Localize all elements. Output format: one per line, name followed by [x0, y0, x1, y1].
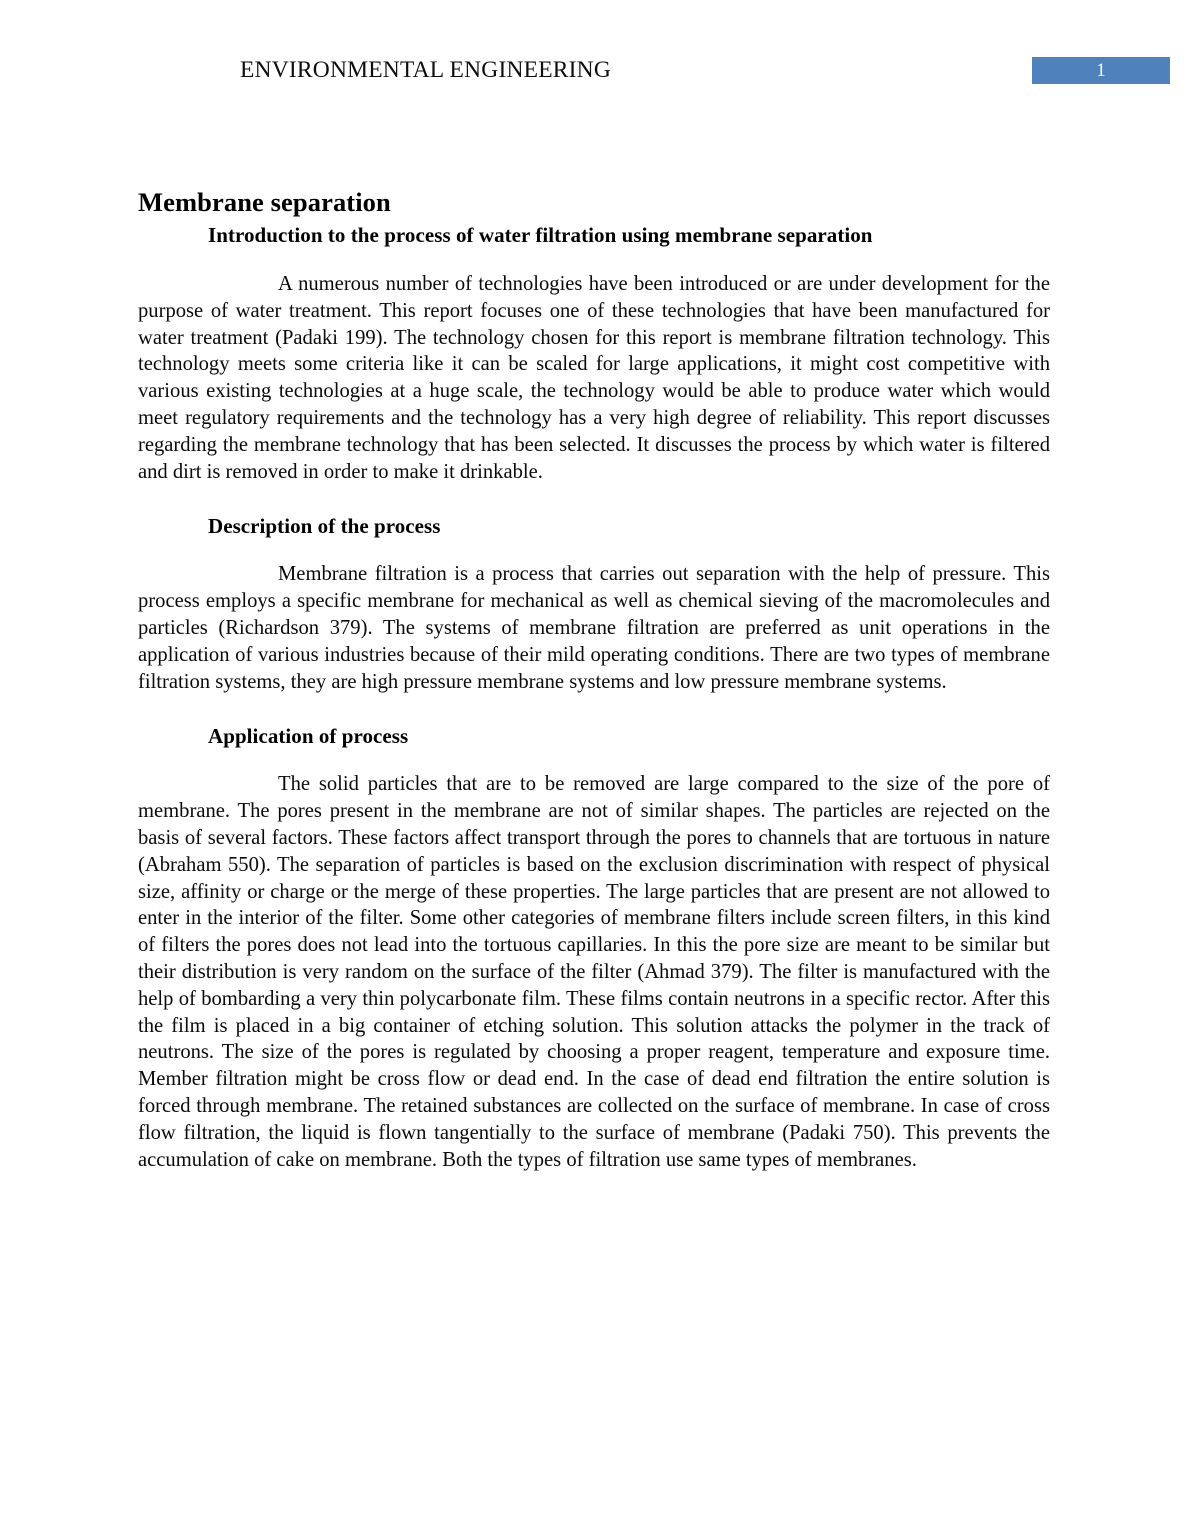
spacer: [138, 541, 1050, 561]
document-body: [138, 186, 1050, 1173]
section-heading-application: Application of process: [208, 724, 409, 749]
page-number-value: 1: [1096, 60, 1106, 81]
page-title: Membrane separation: [138, 187, 391, 217]
section-paragraph-description: Membrane filtration is a process that carries out separation with the help of pressure. This process employs a specific membrane for mechanical as well as chemical sieving of the macromolecules and particles (Richardson 379). The systems of membrane filtration are preferred as unit operations in the application of various industries because of their mild operating conditions. There are two types of membrane filtration systems, they are high pressure membrane systems and low pressure membrane systems.: [138, 563, 1050, 693]
document-subtitle: Introduction to the process of water filtration using membrane separation: [208, 223, 873, 247]
running-header-title: ENVIRONMENTAL ENGINEERING: [240, 57, 612, 83]
page-number-badge: [1032, 57, 1170, 84]
spacer: [138, 751, 1050, 771]
section-heading-description: Description of the process: [208, 514, 441, 539]
page-header: [0, 0, 1190, 120]
spacer: [138, 251, 1050, 271]
intro-paragraph: A numerous number of technologies have been introduced or are under development for the purpose of water treatment. This report focuses one of these technologies that have been manufactured for water treatment (Padaki 199). The technology chosen for this report is membrane filtration technology. This technology meets some criteria like it can be scaled for large applications, it might cost competitive with various existing technologies at a huge scale, the technology would be able to produce water which would meet regulatory requirements and the technology has a very high degree of reliability. This report discusses regarding the membrane technology that has been selected. It discusses the process by which water is filtered and dirt is removed in order to make it drinkable.: [138, 273, 1050, 483]
section-paragraph-application: The solid particles that are to be removed are large compared to the size of the pore of membrane. The pores present in the membrane are not of similar shapes. The particles are rejected on the basis of several factors. These factors affect transport through the pores to channels that are tortuous in nature (Abraham 550). The separation of particles is based on the exclusion discrimination with respect of physical size, affinity or charge or the merge of these properties. The large particles that are present are not allowed to enter in the interior of the filter. Some other categories of membrane filters include screen filters, in this kind of filters the pores does not lead into the tortuous capillaries. In this the pore size are meant to be similar but their distribution is very random on the surface of the filter (Ahmad 379). The filter is manufactured with the help of bombarding a very thin polycarbonate film. These films contain neutrons in a specific rector. After this the film is placed in a big container of etching solution. This solution attacks the polymer in the track of neutrons. The size of the pores is regulated by choosing a proper reagent, temperature and exposure time. Member filtration might be cross flow or dead end. In the case of dead end filtration the entire solution is forced through membrane. The retained substances are collected on the surface of membrane. In case of cross flow filtration, the liquid is flown tangentially to the surface of membrane (Padaki 750). This prevents the accumulation of cake on membrane. Both the types of filtration use same types of membranes.: [138, 773, 1050, 1171]
spacer: [138, 695, 1050, 721]
spacer: [138, 485, 1050, 511]
